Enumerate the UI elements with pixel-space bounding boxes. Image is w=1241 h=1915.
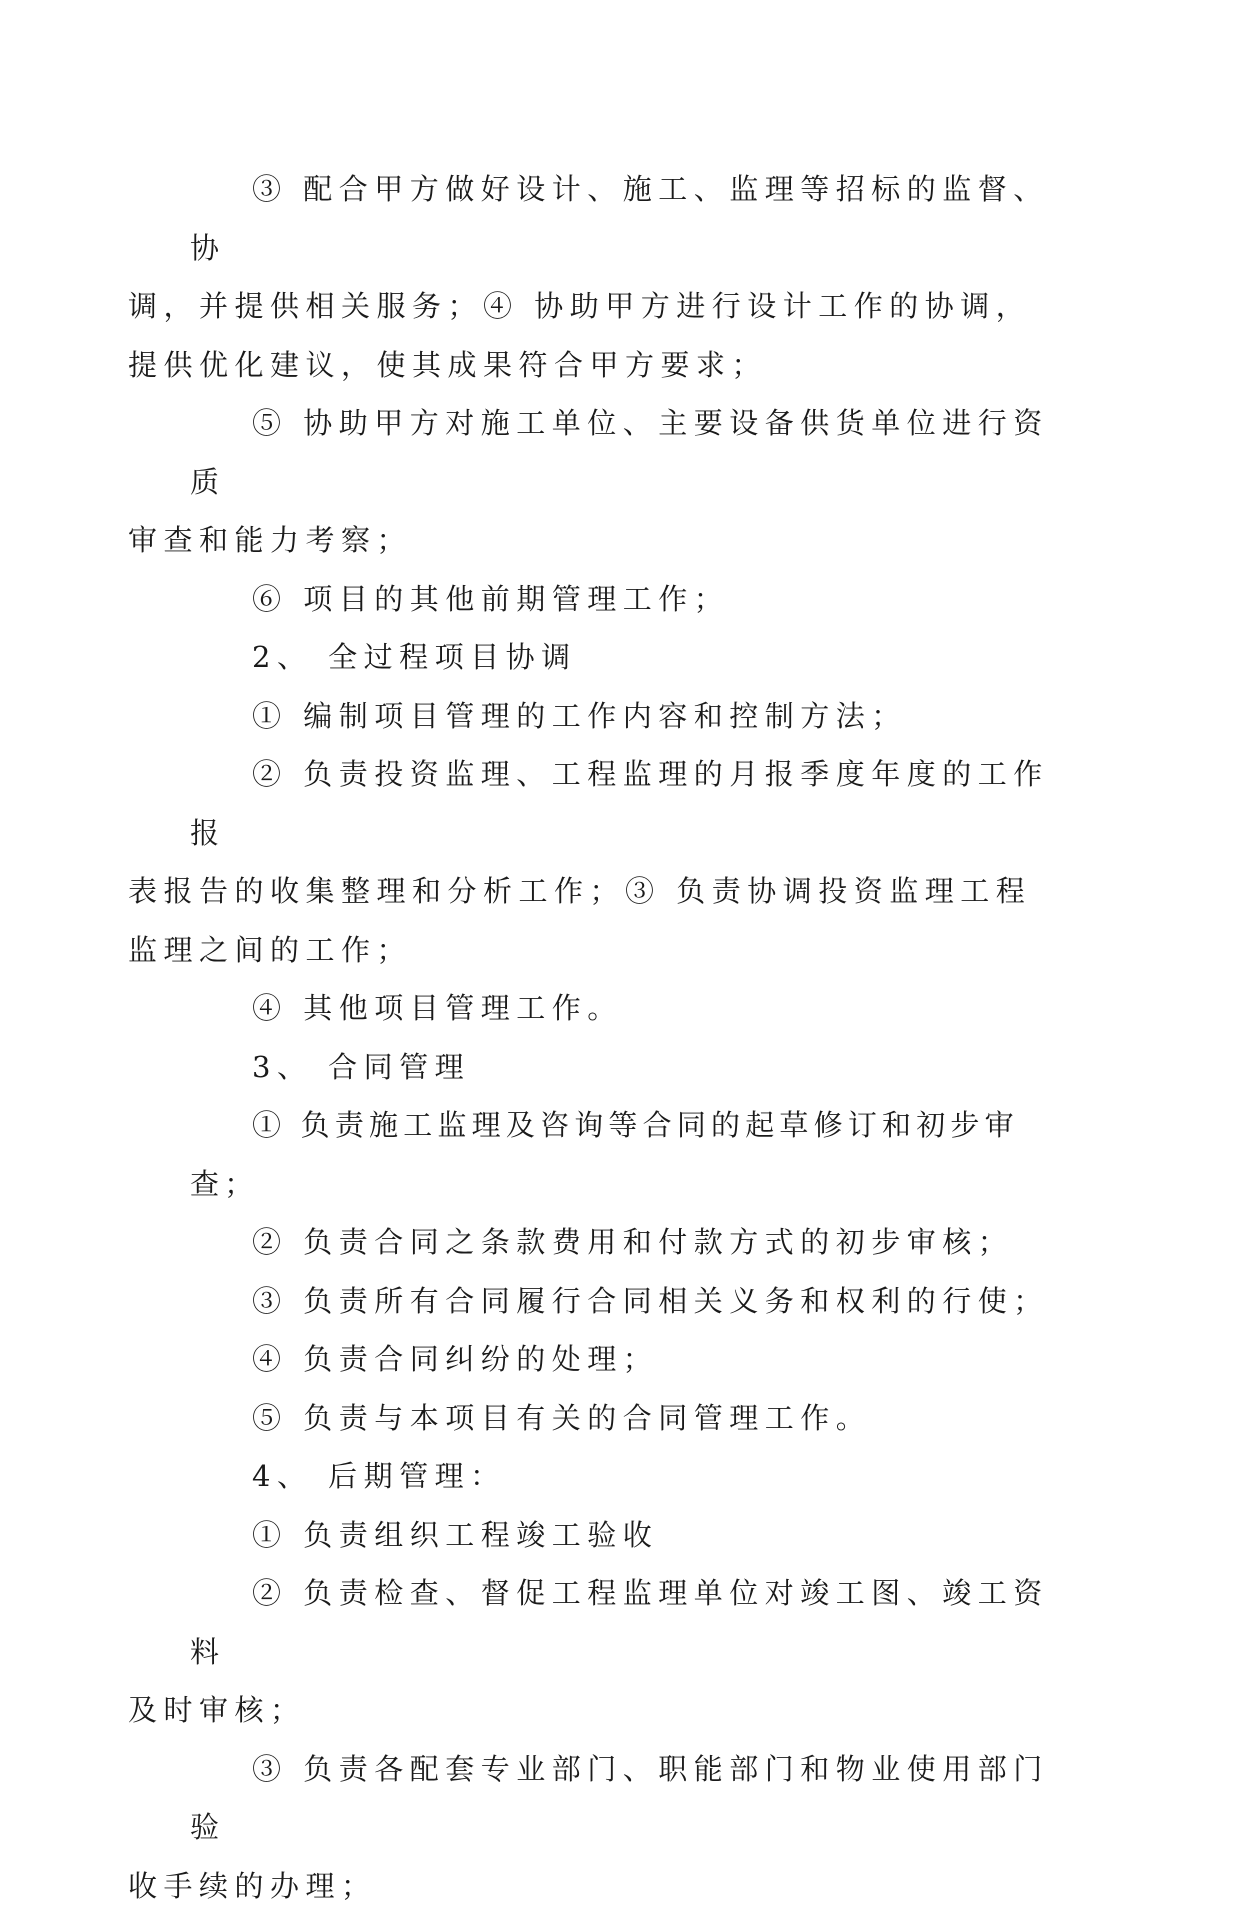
text-line: 调，并提供相关服务；④ 协助甲方进行设计工作的协调，	[128, 277, 1060, 336]
text-line: ④ 负责合同纠纷的处理；	[190, 1330, 1060, 1389]
paragraph	[190, 1272, 1060, 1331]
text-line: ② 负责合同之条款费用和付款方式的初步审核；	[190, 1213, 1060, 1272]
paragraph	[190, 1330, 1060, 1389]
text-line: ② 负责检查、督促工程监理单位对竣工图、竣工资料	[190, 1564, 1060, 1681]
text-line: ② 负责投资监理、工程监理的月报季度年度的工作报	[190, 745, 1060, 862]
paragraph	[190, 745, 1060, 979]
text-line: 表报告的收集整理和分析工作；③ 负责协调投资监理工程	[128, 862, 1060, 921]
text-line: ⑤ 协助甲方对施工单位、主要设备供货单位进行资质	[190, 394, 1060, 511]
section-heading	[190, 1447, 1060, 1506]
section-heading	[190, 628, 1060, 687]
text-line: 4、 后期管理：	[190, 1447, 1060, 1506]
text-line: 收手续的办理；	[128, 1857, 1060, 1915]
text-line: 审查和能力考察；	[128, 511, 1060, 570]
paragraph	[190, 1213, 1060, 1272]
document-body	[190, 160, 1060, 1915]
text-line: ④ 其他项目管理工作。	[190, 979, 1060, 1038]
text-line: ⑥ 项目的其他前期管理工作；	[190, 570, 1060, 629]
text-line: ① 编制项目管理的工作内容和控制方法；	[190, 687, 1060, 746]
section-heading	[190, 1038, 1060, 1097]
paragraph	[190, 979, 1060, 1038]
text-line: ③ 配合甲方做好设计、施工、监理等招标的监督、协	[190, 160, 1060, 277]
text-line: ① 负责施工监理及咨询等合同的起草修订和初步审查；	[190, 1096, 1060, 1213]
text-line: ⑤ 负责与本项目有关的合同管理工作。	[190, 1389, 1060, 1448]
paragraph	[190, 570, 1060, 629]
text-line: 提供优化建议，使其成果符合甲方要求；	[128, 336, 1060, 395]
paragraph	[190, 1096, 1060, 1213]
paragraph	[190, 394, 1060, 570]
text-line: 2、 全过程项目协调	[190, 628, 1060, 687]
paragraph	[190, 1506, 1060, 1565]
paragraph	[190, 687, 1060, 746]
text-line: ③ 负责所有合同履行合同相关义务和权利的行使；	[190, 1272, 1060, 1331]
text-line: 及时审核；	[128, 1681, 1060, 1740]
text-line: ① 负责组织工程竣工验收	[190, 1506, 1060, 1565]
text-line: 3、 合同管理	[190, 1038, 1060, 1097]
paragraph	[190, 160, 1060, 394]
text-line: ③ 负责各配套专业部门、职能部门和物业使用部门验	[190, 1740, 1060, 1857]
paragraph	[190, 1740, 1060, 1915]
paragraph	[190, 1389, 1060, 1448]
paragraph	[190, 1564, 1060, 1740]
text-line: 监理之间的工作；	[128, 921, 1060, 980]
